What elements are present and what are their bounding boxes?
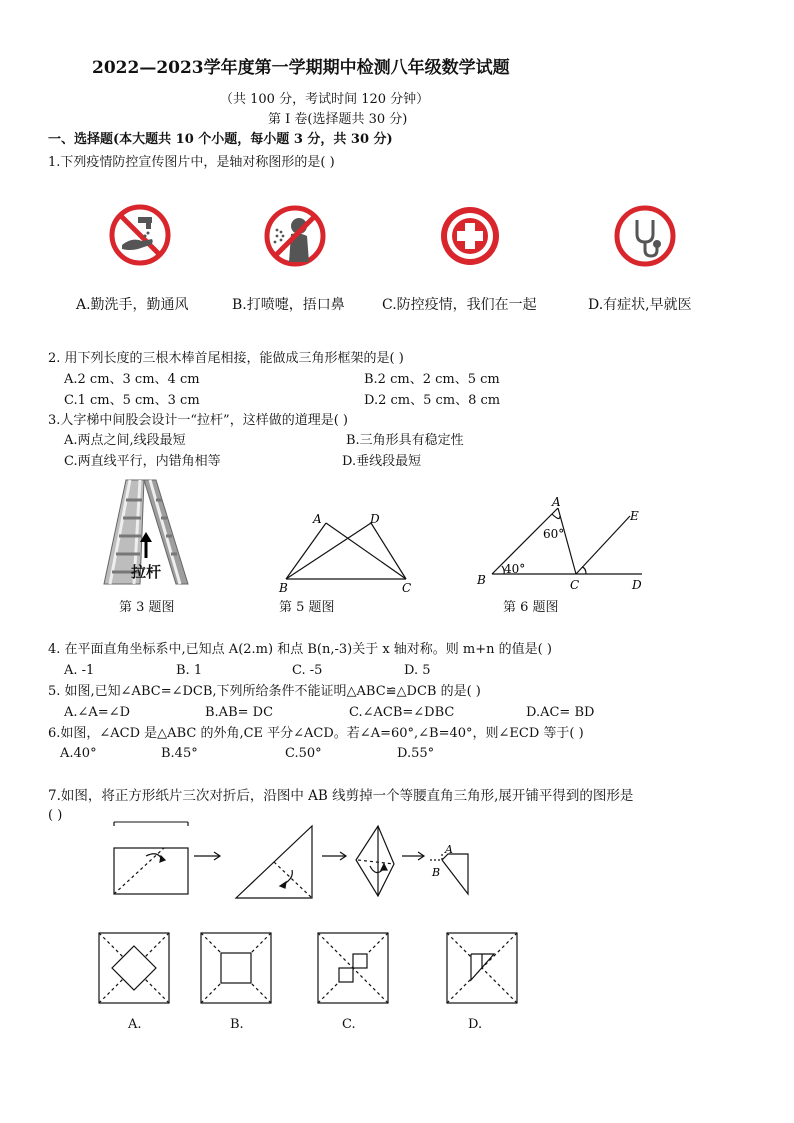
q7-figure-c — [317, 932, 389, 1004]
q4-stem: 4. 在平面直角坐标系中,已知点 A(2.m) 和点 B(n,-3)关于 x 轴对称。则 m+n 的值是( ) — [48, 642, 552, 657]
fig6-caption: 第 6 题图 — [503, 600, 559, 615]
q1-option-a: A.勤洗手，勤通风 — [76, 297, 189, 313]
stethoscope-icon — [613, 204, 677, 268]
q2-option-c: C.1 cm、5 cm、3 cm — [64, 393, 200, 408]
q3-option-c: C.两直线平行，内错角相等 — [64, 454, 221, 469]
exam-info: （共 100 分，考试时间 120 分钟） — [220, 92, 430, 107]
fig3-caption: 第 3 题图 — [119, 600, 175, 615]
fig5-label-a: A — [313, 512, 322, 526]
q7-stem: 7.如图，将正方形纸片三次对折后，沿图中 AB 线剪掉一个等腰直角三角形,展开铺平得到的图形是 — [48, 788, 634, 804]
no-sneeze-icon — [263, 204, 327, 268]
q6-option-a: A.40° — [60, 746, 97, 761]
cut-label-a: A — [445, 843, 453, 856]
q5-option-c: C.∠ACB=∠DBC — [349, 705, 455, 720]
q2-option-a: A.2 cm、3 cm、4 cm — [64, 372, 200, 387]
q6-option-d: D.55° — [397, 746, 435, 761]
fig6-angle-b: 40° — [504, 562, 526, 576]
q7-option-c: C. — [342, 1017, 356, 1032]
fig6-label-e: E — [630, 509, 639, 523]
q4-option-b: B. 1 — [176, 663, 203, 678]
q1-stem: 1.下列疫情防控宣传图片中，是轴对称图形的是( ) — [48, 155, 335, 170]
fig5-caption: 第 5 题图 — [279, 600, 335, 615]
fig6-label-c: C — [570, 578, 580, 592]
q3-option-d: D.垂线段最短 — [342, 454, 422, 469]
section-heading: 一、选择题(本大题共 10 个小题，每小题 3 分，共 30 分) — [48, 132, 393, 147]
fig6-triangle — [474, 494, 654, 594]
fig5-triangles — [278, 508, 418, 594]
q5-option-a: A.∠A=∠D — [64, 705, 131, 720]
q7-figure-b — [200, 932, 272, 1004]
q6-option-b: B.45° — [161, 746, 198, 761]
q6-option-c: C.50° — [285, 746, 322, 761]
q4-option-d: D. 5 — [404, 663, 431, 678]
volume-heading: 第 I 卷(选择题共 30 分) — [268, 112, 408, 127]
hand-wash-icon — [108, 203, 172, 267]
q3-option-b: B.三角形具有稳定性 — [346, 433, 464, 448]
medical-cross-icon — [438, 204, 502, 268]
q3-stem: 3.人字梯中间股会设计一“拉杆”，这样做的道理是( ) — [48, 413, 348, 428]
fig6-angle-a: 60° — [543, 527, 565, 541]
q1-option-b: B.打喷嚏，捂口鼻 — [232, 297, 345, 313]
fig6-label-a: A — [552, 495, 561, 509]
q4-option-a: A. -1 — [64, 663, 95, 678]
fig5-label-d: D — [370, 512, 380, 526]
q6-stem: 6.如图，∠ACD 是△ABC 的外角,CE 平分∠ACD。若∠A=60°,∠B=40°，则∠ECD 等于( ) — [48, 726, 584, 741]
q7-figure-a — [98, 932, 170, 1004]
fig5-label-b: B — [279, 581, 288, 595]
q7-option-a: A. — [128, 1017, 142, 1032]
q2-stem: 2. 用下列长度的三根木棒首尾相接，能做成三角形框架的是( ) — [48, 351, 404, 366]
page-title: 2022—2023学年度第一学期期中检测八年级数学试题 — [92, 58, 510, 78]
q3-option-a: A.两点之间,线段最短 — [64, 433, 186, 448]
cut-label-b: B — [432, 866, 441, 879]
q2-option-b: B.2 cm、2 cm、5 cm — [364, 372, 500, 387]
q5-option-d: D.AC= BD — [526, 705, 595, 720]
folding-steps-figure — [108, 820, 478, 902]
q7-figure-d — [446, 932, 518, 1004]
q2-option-d: D.2 cm、5 cm、8 cm — [364, 393, 501, 408]
ladder-bar-label: 拉杆 — [131, 563, 162, 581]
q4-option-c: C. -5 — [292, 663, 323, 678]
fig6-label-d: D — [632, 578, 642, 592]
q7-option-d: D. — [468, 1017, 483, 1032]
q7-option-b: B. — [230, 1017, 244, 1032]
q7-stem-paren: ( ) — [48, 808, 63, 823]
q1-option-d: D.有症状,早就医 — [588, 297, 692, 313]
q1-option-c: C.防控疫情，我们在一起 — [382, 297, 537, 313]
fig6-label-b: B — [477, 573, 486, 587]
q5-option-b: B.AB= DC — [205, 705, 274, 720]
fig5-label-c: C — [402, 581, 412, 595]
q5-stem: 5. 如图,已知∠ABC=∠DCB,下列所给条件不能证明△ABC≌△DCB 的是( ) — [48, 684, 481, 699]
